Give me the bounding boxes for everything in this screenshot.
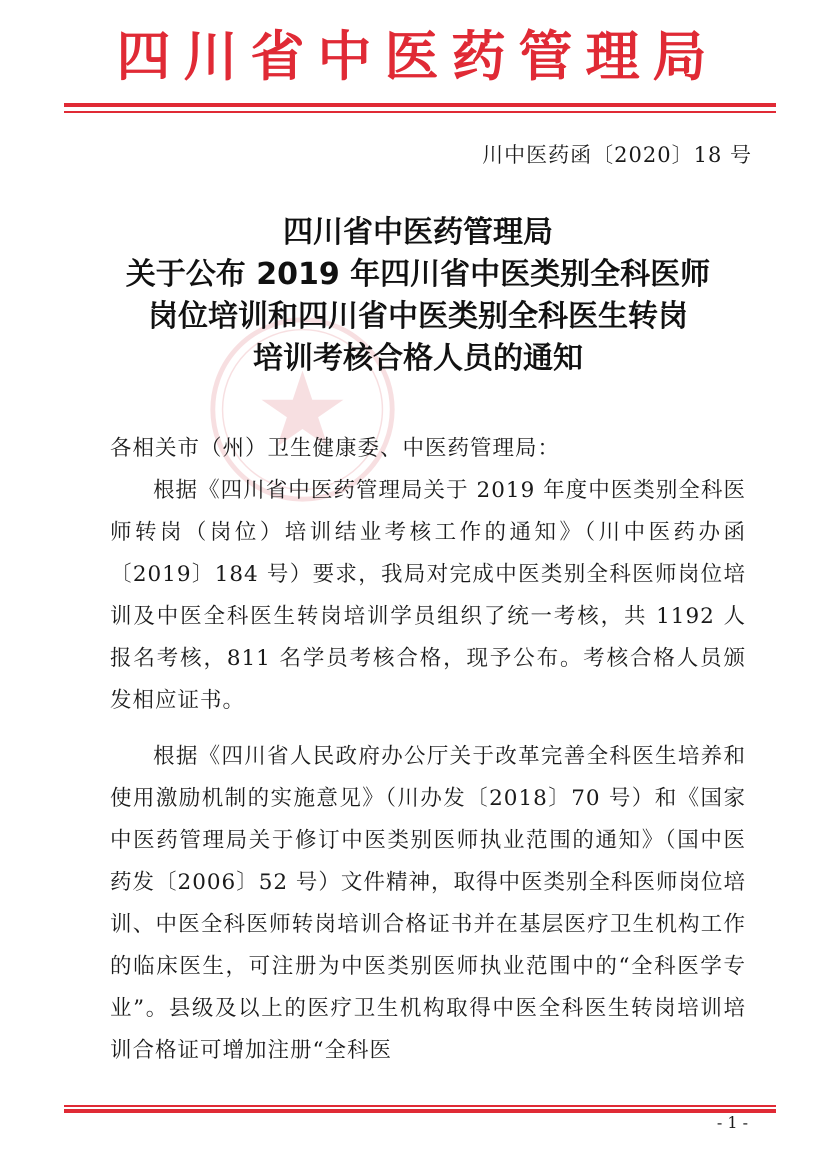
header-red-rule	[64, 103, 776, 107]
document-body	[110, 428, 746, 1072]
footer-red-rule-thin	[64, 1105, 776, 1107]
title-line: 岗位培训和四川省中医类别全科医生转岗	[148, 299, 688, 334]
title-line: 关于公布 2019 年四川省中医类别全科医师	[125, 257, 711, 292]
issuing-org-header: 四川省中医药管理局	[116, 25, 720, 88]
header-red-rule-thin	[64, 111, 776, 113]
title-line: 培训考核合格人员的通知	[253, 341, 583, 376]
footer-red-rule	[64, 1109, 776, 1113]
title-line: 四川省中医药管理局	[283, 215, 553, 250]
page-number: - 1 -	[716, 1113, 748, 1132]
salutation: 各相关市（州）卫生健康委、中医药管理局：	[110, 436, 561, 461]
body-paragraph: 根据《四川省人民政府办公厅关于改革完善全科医生培养和使用激励机制的实施意见》（川办发〔2018〕70 号）和《国家中医药管理局关于修订中医类别医师执业范围的通知》（国中医药发〔2006〕52 号）文件精神，取得中医类别全科医师岗位培训、中医全科医师转岗培训合格证书并在基层医疗卫生机构工作的临床医生，可注册为中医类别医师执业范围中的“全科医学专业”。县级及以上的医疗卫生机构取得中医全科医生转岗培训培训合格证可增加注册“全科医	[110, 744, 746, 1063]
document-title	[60, 212, 776, 380]
document-number: 川中医药函〔2020〕18 号	[482, 143, 752, 167]
body-paragraph: 根据《四川省中医药管理局关于 2019 年度中医类别全科医师转岗（岗位）培训结业考核工作的通知》（川中医药办函〔2019〕184 号）要求，我局对完成中医类别全科医师岗位培训及中医全科医生转岗培训学员组织了统一考核，共 1192 人报名考核，811 名学员考核合格，现予公布。考核合格人员颁发相应证书。	[110, 478, 746, 713]
